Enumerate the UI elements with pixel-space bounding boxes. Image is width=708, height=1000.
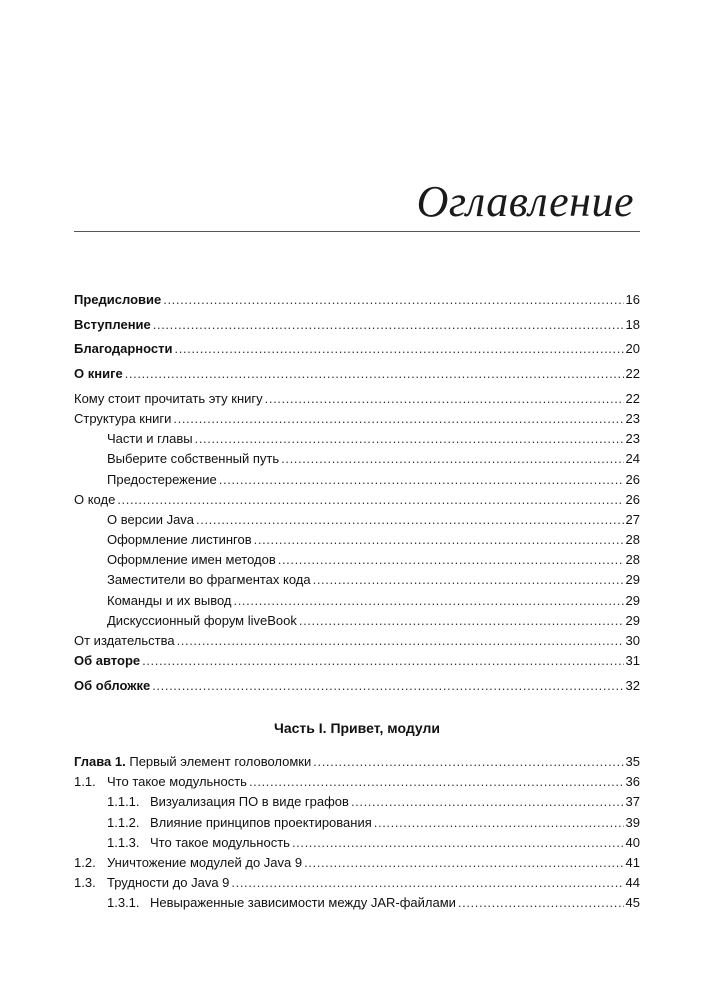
toc-entry-label: Что такое модульность [107,774,247,790]
toc-entry-label: Влияние принципов проектирования [150,814,372,830]
toc-page-number: 23 [625,410,640,426]
toc-entry-section-1-3[interactable] [74,873,640,893]
part-heading: Часть I. Привет, модули [274,720,440,737]
toc-entry-about-author[interactable] [74,651,640,671]
toc-entry-about-code[interactable] [74,490,640,510]
toc-entry-label: Об авторе [74,653,141,669]
toc-entry-label: Благодарности [74,341,173,357]
toc-entry-label: Предостережение [107,471,217,487]
toc-page-number: 23 [625,431,640,447]
dot-leader [374,813,624,833]
section-number: 1.1.1. [107,794,140,810]
toc-page-number: 20 [625,341,640,357]
dot-leader [177,631,624,651]
dot-leader [233,591,623,611]
toc-page-number: 22 [625,366,640,382]
toc-entry-label: Уничтожение модулей до Java 9 [107,855,303,870]
toc-entry-audience[interactable] [74,389,640,409]
dot-leader [304,853,623,873]
dot-leader [152,676,623,696]
toc-page-number: 41 [625,855,640,870]
toc-page-number: 35 [625,754,640,770]
toc-entry-label: Что такое модульность [150,834,290,850]
toc-entry-about-cover[interactable] [74,676,640,696]
title-rule [74,231,640,232]
toc-page-number: 26 [625,491,640,507]
dot-leader [249,772,624,792]
dot-leader [142,651,623,671]
toc-page-number: 24 [625,451,640,467]
toc-entry-section-1-3-1[interactable] [74,893,640,913]
toc-entry-listings-format[interactable] [74,530,640,550]
toc-page-number: 30 [625,633,640,648]
toc-entry-section-1-1-2[interactable] [74,813,640,833]
toc-entry-placeholders[interactable] [74,570,640,590]
toc-page-number: 36 [625,774,640,790]
chapter-prefix: Глава 1. [74,754,126,770]
toc-page-number: 26 [625,471,640,487]
toc-entry-label: Предисловие [74,292,162,307]
toc-page-number: 32 [625,677,640,693]
dot-leader [281,449,623,469]
toc-page-number: 18 [625,316,640,332]
toc-entry-own-path[interactable] [74,449,640,469]
dot-leader [313,570,624,590]
toc-entry-label: Визуализация ПО в виде графов [150,794,349,810]
toc-entry-label: О версии Java [107,511,195,527]
toc-entry-label: Структура книги [74,410,172,426]
chapter-title: Первый элемент головоломки [129,754,312,770]
toc-entry-label: От издательства [74,633,175,648]
toc-page-number: 28 [625,552,640,568]
toc-entry-label: О книге [74,366,123,382]
toc-page-number: 29 [625,612,640,628]
dot-leader [174,339,623,359]
dot-leader [219,470,624,490]
toc-entry-label: Об обложке [74,677,151,693]
toc-page-number: 37 [625,794,640,810]
toc-entry-label: Выберите собственный путь [107,451,280,467]
dot-leader [292,833,624,853]
page-title: Оглавление [416,177,634,226]
dot-leader [195,429,624,449]
section-number: 1.1.2. [107,814,140,830]
dot-leader [278,550,624,570]
toc-entry-label: Заместители во фрагментах кода [107,572,311,588]
dot-leader [125,364,624,384]
dot-leader [153,315,624,335]
toc-entry-label: Дискуссионный форум liveBook [107,612,297,628]
toc-page-number: 40 [625,834,640,850]
section-number: 1.3. [74,875,96,891]
toc-entry-section-1-1-1[interactable] [74,792,640,812]
toc-entry-section-1-2[interactable] [74,853,640,873]
dot-leader [254,530,624,550]
toc-entry-introduction[interactable] [74,315,640,335]
toc-page-number: 22 [625,390,640,406]
toc-entry-livebook-forum[interactable] [74,611,640,631]
toc-entry-method-names[interactable] [74,550,640,570]
toc-page-number: 28 [625,532,640,548]
section-number: 1.2. [74,855,96,870]
dot-leader [313,752,623,772]
dot-leader [265,389,624,409]
dot-leader [173,409,623,429]
toc-page-number: 45 [625,895,640,911]
toc-entry-label [74,752,311,772]
toc-entry-preface[interactable] [74,290,640,310]
toc-entry-label: Команды и их вывод [107,592,232,608]
toc-entry-label: Оформление имен методов [107,552,276,568]
section-number: 1.3.1. [107,895,140,911]
toc-page-number: 29 [625,572,640,588]
toc-entry-structure[interactable] [74,409,640,429]
toc-page-number: 27 [625,511,640,527]
dot-leader [458,893,624,913]
toc-entry-java-version[interactable] [74,510,640,530]
toc-entry-about-book[interactable] [74,364,640,384]
toc-entry-label: Части и главы [107,431,193,447]
dot-leader [299,611,624,631]
section-number: 1.1. [74,774,96,790]
toc-entry-label: Вступление [74,316,151,332]
toc-page-number: 29 [625,592,640,608]
toc-entry-warning[interactable] [74,470,640,490]
toc-entry-from-publisher[interactable] [74,631,640,651]
dot-leader [163,290,623,310]
dot-leader [231,873,623,893]
toc-entry-label: Трудности до Java 9 [107,875,230,891]
toc-entry-label: Оформление листингов [107,532,252,548]
toc-entry-parts-chapters[interactable] [74,429,640,449]
toc-page-number: 44 [625,875,640,891]
toc-entry-label: Невыраженные зависимости между JAR-файлами [150,895,456,911]
toc-page-number: 31 [625,653,640,669]
dot-leader [351,792,624,812]
toc-entry-section-1-1-3[interactable] [74,833,640,853]
toc-entry-commands-output[interactable] [74,591,640,611]
toc-entry-chapter-1[interactable] [74,752,640,772]
section-number: 1.1.3. [107,834,140,850]
toc-page-number: 39 [625,814,640,830]
table-of-contents [74,290,640,914]
dot-leader [117,490,623,510]
toc-entry-label: О коде [74,491,116,507]
toc-page-number: 16 [625,292,640,307]
toc-entry-section-1-1[interactable] [74,772,640,792]
toc-entry-acknowledgements[interactable] [74,339,640,359]
dot-leader [196,510,623,530]
toc-entry-label: Кому стоит прочитать эту книгу [74,390,263,406]
